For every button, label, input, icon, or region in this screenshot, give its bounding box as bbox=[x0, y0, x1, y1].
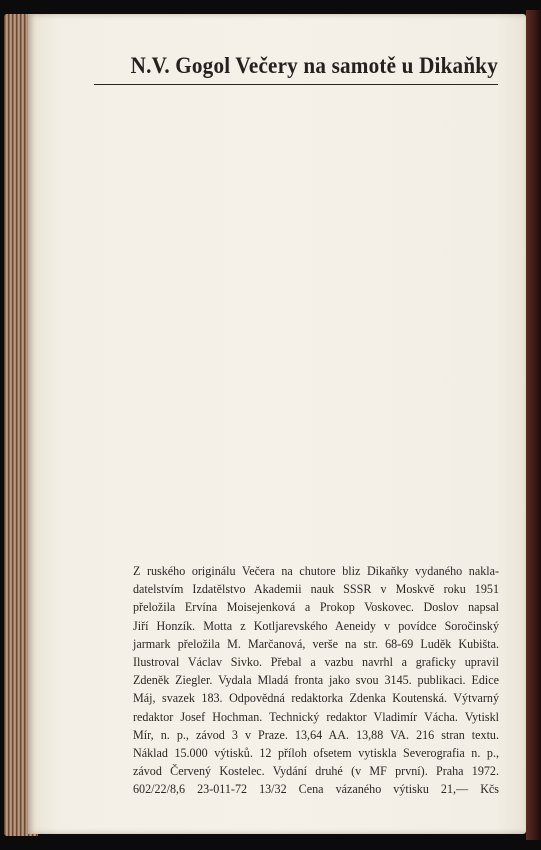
imprint-line: datelstvím Izdatělstvo Akademii nauk SSSR v Moskvě roku 1951 bbox=[133, 582, 499, 597]
imprint-line: Ilustroval Václav Sivko. Přebal a vazbu navrhl a graficky upravil bbox=[133, 655, 499, 670]
imprint-line: Zdeněk Ziegler. Vydala Mladá fronta jako svou 3145. publikaci. Edice bbox=[133, 673, 499, 688]
imprint-line: Jiří Honzík. Motta z Kotljarevského Aeneidy v povídce Soročinský bbox=[133, 618, 499, 633]
imprint-line: závod Červený Kostelec. Vydání druhé (v MF první). Praha 1972. bbox=[133, 764, 499, 779]
imprint-line: Z ruského originálu Večera na chutore bliz Dikaňky vydaného nakla- bbox=[133, 564, 499, 578]
imprint-line: Máj, svazek 183. Odpovědná redaktorka Zdenka Koutenská. Výtvarný bbox=[133, 691, 499, 706]
title-block bbox=[94, 52, 498, 85]
imprint-line: redaktor Josef Hochman. Technický redaktor Vladimír Vácha. Vytiskl bbox=[133, 709, 499, 724]
imprint-line: 602/22/8,6 23-011-72 13/32 Cena vázaného výtisku 21,— Kčs bbox=[133, 782, 499, 797]
binding-edge bbox=[526, 10, 541, 840]
imprint-line: přeložila Ervína Moisejenková a Prokop Voskovec. Doslov napsal bbox=[133, 600, 499, 615]
imprint-line: Mír, n. p., závod 3 v Praze. 13,64 AA. 13,88 VA. 216 stran textu. bbox=[133, 727, 499, 742]
imprint-text bbox=[133, 562, 499, 799]
imprint-line: Náklad 15.000 výtisků. 12 příloh ofsetem vytiskla Severografia n. p., bbox=[133, 746, 499, 761]
book-title: N.V. Gogol Večery na samotě u Dikaňky bbox=[130, 53, 498, 78]
imprint-line: jarmark přeložila M. Marčanová, verše na str. 68-69 Luděk Kubišta. bbox=[133, 636, 499, 651]
